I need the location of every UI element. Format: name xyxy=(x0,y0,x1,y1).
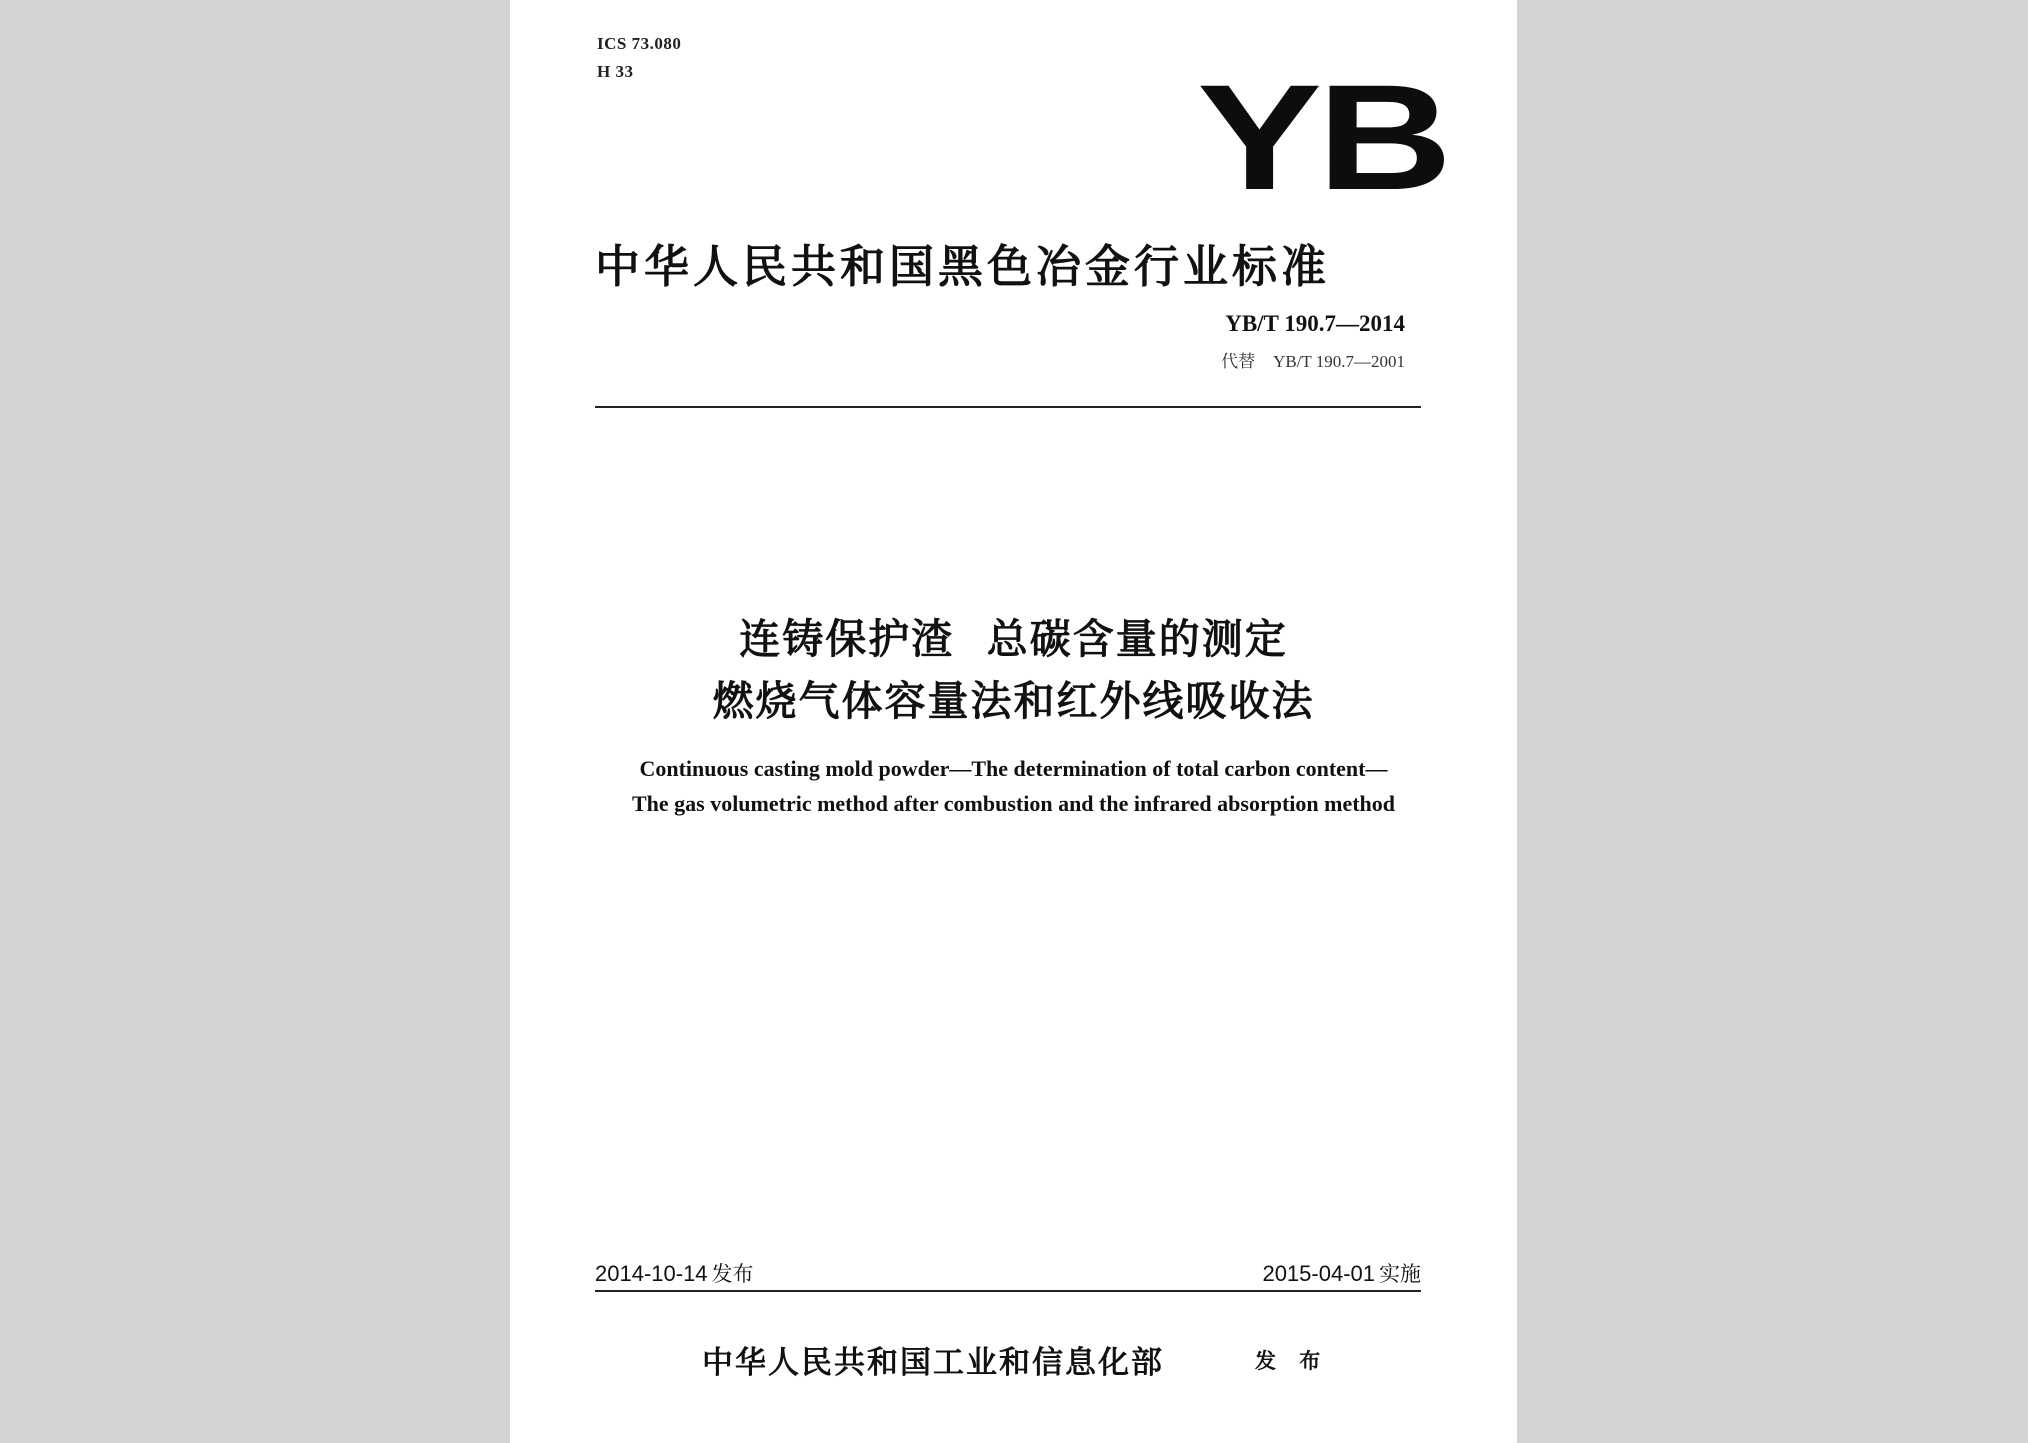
document-page xyxy=(510,0,1517,1443)
issue-label: 发布 xyxy=(711,1262,754,1286)
classification-code: H 33 xyxy=(597,62,634,81)
cn-title-line-2: 燃烧气体容量法和红外线吸收法 xyxy=(712,677,1315,725)
standard-number: YB/T 190.7—2014 xyxy=(1225,311,1405,336)
en-title-line-2: The gas volumetric method after combustion and the infrared absorption method xyxy=(631,791,1396,816)
replaces-number: YB/T 190.7—2001 xyxy=(1273,352,1405,371)
en-title-line-1: Continuous casting mold powder—The determination of total carbon content— xyxy=(639,756,1388,781)
yb-logo: YB xyxy=(1197,53,1448,221)
issue-date-block xyxy=(595,1258,754,1288)
publisher-name: 中华人民共和国工业和信息化部 xyxy=(702,1345,1164,1381)
publish-label: 发 布 xyxy=(1255,1349,1329,1373)
replaces-line xyxy=(1221,347,1405,372)
effective-date: 2015-04-01 xyxy=(1262,1261,1375,1286)
footer-divider xyxy=(595,1290,1421,1292)
issue-date: 2014-10-14 xyxy=(595,1261,708,1286)
effective-date-block xyxy=(1262,1258,1421,1288)
effective-label: 实施 xyxy=(1379,1262,1421,1286)
org-title: 中华人民共和国黑色冶金行业标准 xyxy=(595,240,1331,293)
cn-title-line-1: 连铸保护渣 总碳含量的测定 xyxy=(739,615,1288,663)
ics-code: ICS 73.080 xyxy=(597,34,682,53)
header-divider xyxy=(595,406,1421,408)
replaces-label: 代替 xyxy=(1221,352,1256,372)
